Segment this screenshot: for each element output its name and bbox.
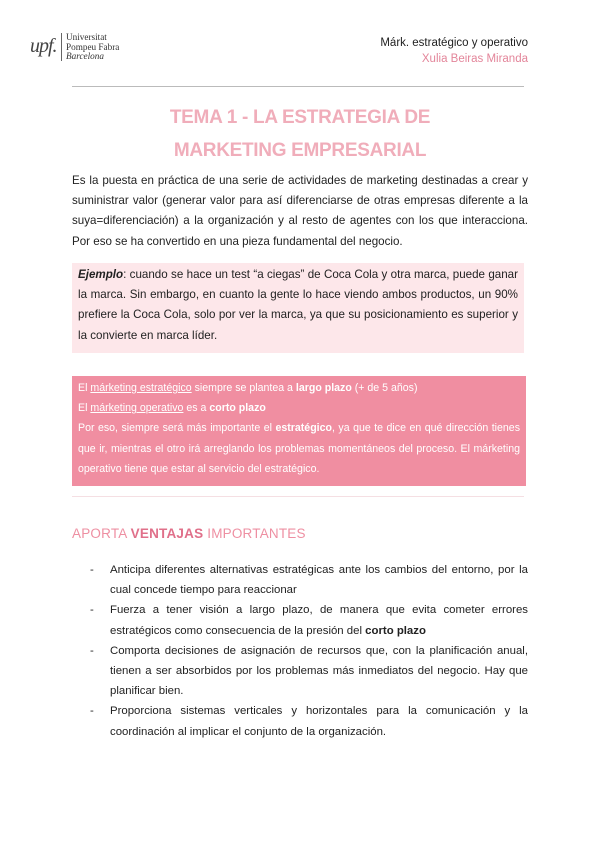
highlight-line-1 [78,378,520,398]
text-run: , ya que te dice en qué dirección tienes que ir, mientras el otro irá arreglando los problemas momentáneos del proceso. El márketing operativo tiene que estar al servicio del estratégico. [78,422,520,475]
logo-line-1: Universitat [66,32,107,42]
text-run: El [78,382,91,394]
logo-divider [61,33,62,61]
text-run: siempre se plantea a [191,382,296,394]
logo-line-2: Pompeu Fabra [66,41,120,52]
heading-run: IMPORTANTES [203,526,306,541]
list-item [90,600,528,640]
section-heading [72,526,306,541]
header-rule [72,86,524,87]
author-name: Xulia Beiras Miranda [421,53,528,65]
list-item-bold: corto plazo [365,624,426,637]
highlight-line-2 [78,398,520,418]
text-run: es a [183,402,210,415]
logo-line-3: Barcelona [66,51,104,62]
text-run: Por eso, siempre será más importante el [78,422,276,435]
list-item-text: Comporta decisiones de asignación de recursos que, con la planificación anual, tienen a ser absorbidos por los problemas más inmediatos del negocio. Hay que planificar bien. [110,644,528,698]
heading-run: APORTA [72,526,131,541]
title-line-2: MARKETING EMPRESARIAL [173,140,427,161]
logo-mark: upf. [30,35,57,57]
list-item-text: Proporciona sistemas verticales y horizontales para la comunicación y la coordinación al implicar el conjunto de la organización. [110,705,528,738]
short-term-bold: corto plazo [209,402,266,415]
strategic-bold: estratégico [275,422,332,435]
list-item [90,641,528,702]
advantages-list [90,560,528,742]
bullet-dash: - [90,564,94,576]
example-box [72,263,524,353]
list-item [90,560,528,600]
intro-paragraph: Es la puesta en práctica de una serie de actividades de marketing destinadas a crear y suministrar valor (generar valor para así diferenciarse de otras empresas diferente a la suya=diferenciación) a la organización y al resto de agentes con los que interacciona. Por eso se ha convertido en una pieza fundamental del negocio. [72,174,528,248]
course-name: Márk. estratégico y operativo [380,37,528,49]
long-term-bold: largo plazo [295,382,352,394]
example-text: : cuando se hace un test “a ciegas” de Coca Cola y otra marca, puede ganar la marca. Sin embargo, en cuanto la gente lo hace viendo ambos productos, un 90% prefiere la Coca Cola, solo por ver la marca, ya que su posicionamiento es superior y la convierte en marca líder. [78,268,518,342]
highlight-box [72,376,526,486]
heading-bold: VENTAJAS [130,526,204,541]
text-run: (+ de 5 años) [351,382,418,394]
list-item-text: Anticipa diferentes alternativas estratégicas ante los cambios del entorno, por la cual concede tiempo para reaccionar [110,564,528,597]
strategic-marketing-term: márketing estratégico [90,382,192,394]
logo-text [66,33,119,62]
section-divider [72,496,524,497]
title-line-1: TEMA 1 - LA ESTRATEGIA DE [169,107,431,128]
list-item [90,701,528,741]
bullet-dash: - [90,644,94,657]
text-run: El [78,402,91,415]
operative-marketing-term: márketing operativo [90,402,184,415]
bullet-dash: - [90,705,94,718]
highlight-paragraph [78,418,520,479]
example-label: Ejemplo [78,268,124,281]
university-logo [30,33,145,63]
list-item-text: Fuerza a tener visión a largo plazo, de manera que evita cometer errores estratégicos como consecuencia de la presión del [110,604,528,637]
bullet-dash: - [90,604,94,617]
